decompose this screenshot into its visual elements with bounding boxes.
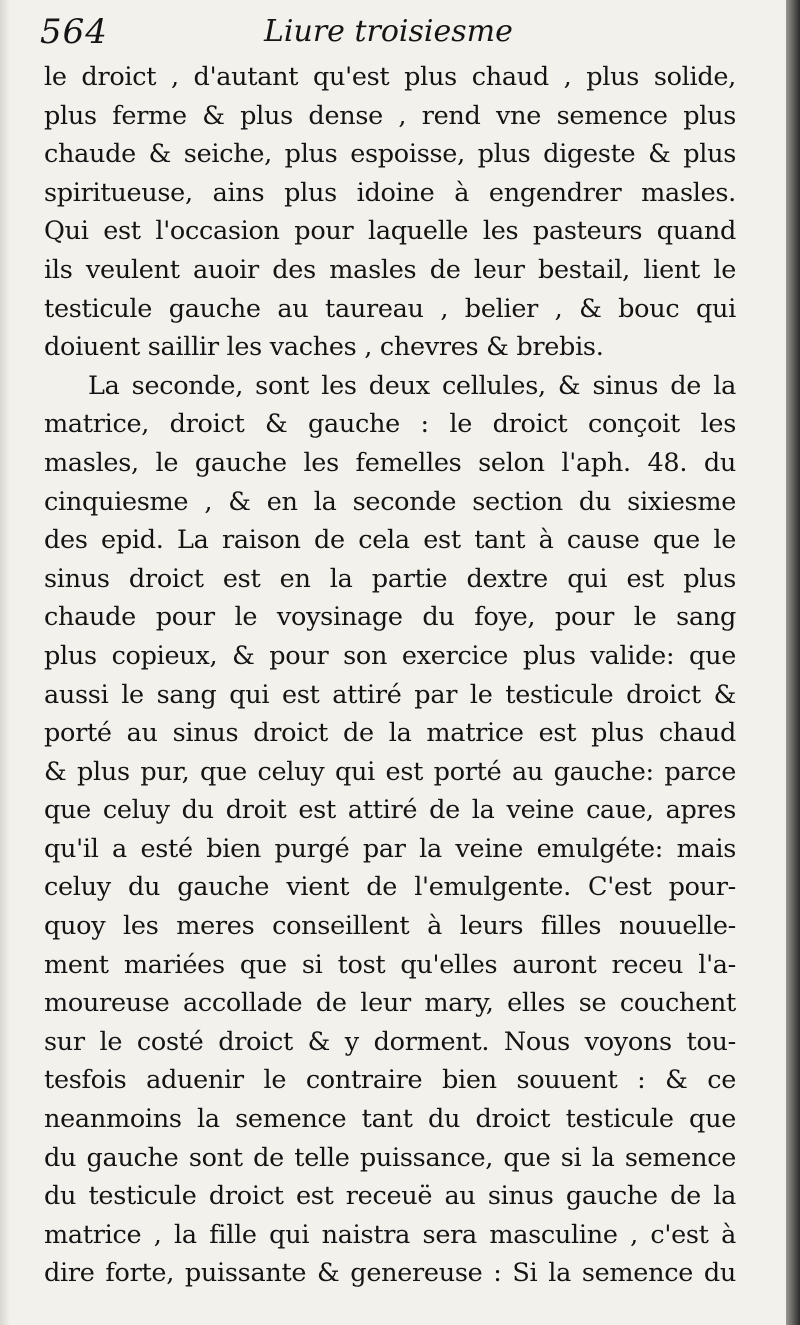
text-line: qu'il a esté bien purgé par la veine emulgéte: mais — [44, 833, 736, 864]
text-line: quoy les meres conseillent à leurs filles nouuelle- — [44, 911, 736, 942]
text-line: ils veulent auoir des masles de leur bestail, lient le — [44, 254, 736, 285]
text-line: plus copieux, & pour son exercice plus valide: que — [44, 640, 736, 671]
text-line: aussi le sang qui est attiré par le testicule droict & — [44, 679, 736, 710]
text-line: chaude pour le voysinage du foye, pour le sang — [44, 602, 736, 633]
text-line: dire forte, puissante & genereuse : Si la semence du — [44, 1258, 736, 1289]
text-line: celuy du gauche vient de l'emulgente. C'est pour- — [44, 872, 736, 903]
text-line: cinquiesme , & en la seconde section du sixiesme — [44, 486, 736, 517]
running-title: Liure troisiesme — [264, 14, 513, 49]
text-line: sur le costé droict & y dorment. Nous voyons tou- — [44, 1026, 736, 1057]
text-line: & plus pur, que celuy qui est porté au gauche: parce — [44, 756, 736, 787]
text-line: neanmoins la semence tant du droict testicule que — [44, 1104, 736, 1135]
text-line: chaude & seiche, plus espoisse, plus digeste & plus — [44, 139, 736, 170]
page-number: 564 — [40, 12, 108, 52]
text-line: porté au sinus droict de la matrice est plus chaud — [44, 718, 736, 749]
text-line: testicule gauche au taureau , belier , & bouc qui — [44, 293, 736, 324]
text-line: spiritueuse, ains plus idoine à engendrer masles. — [44, 177, 736, 208]
body-text — [44, 58, 736, 1293]
page-edge-shadow — [786, 0, 800, 1325]
text-line: tesfois aduenir le contraire bien souuent : & ce — [44, 1065, 736, 1096]
text-line: Qui est l'occasion pour laquelle les pasteurs quand — [44, 216, 736, 247]
text-line: masles, le gauche les femelles selon l'aph. 48. du — [44, 447, 736, 478]
page-gutter-shading — [0, 0, 10, 1325]
text-line: du gauche sont de telle puissance, que si la semence — [44, 1142, 736, 1173]
text-line: doiuent saillir les vaches , chevres & brebis. — [44, 332, 604, 363]
text-line: du testicule droict est receuë au sinus gauche de la — [44, 1181, 736, 1212]
text-line: ment mariées que si tost qu'elles auront receu l'a- — [44, 949, 736, 980]
text-line: le droict , d'autant qu'est plus chaud , plus solide, — [44, 62, 736, 92]
text-line: moureuse accollade de leur mary, elles se couchent — [44, 988, 736, 1019]
text-line: matrice, droict & gauche : le droict conçoit les — [44, 409, 736, 440]
text-line: des epid. La raison de cela est tant à cause que le — [44, 525, 736, 556]
paragraph-start-line: La seconde, sont les deux cellules, & sinus de la — [88, 370, 736, 401]
text-line: plus ferme & plus dense , rend vne semence plus — [44, 100, 736, 131]
text-line: matrice , la fille qui naistra sera masculine , c'est à — [44, 1219, 736, 1250]
page-header — [40, 12, 740, 56]
text-line: que celuy du droit est attiré de la veine caue, apres — [44, 795, 736, 826]
text-line: sinus droict est en la partie dextre qui est plus — [44, 563, 736, 594]
